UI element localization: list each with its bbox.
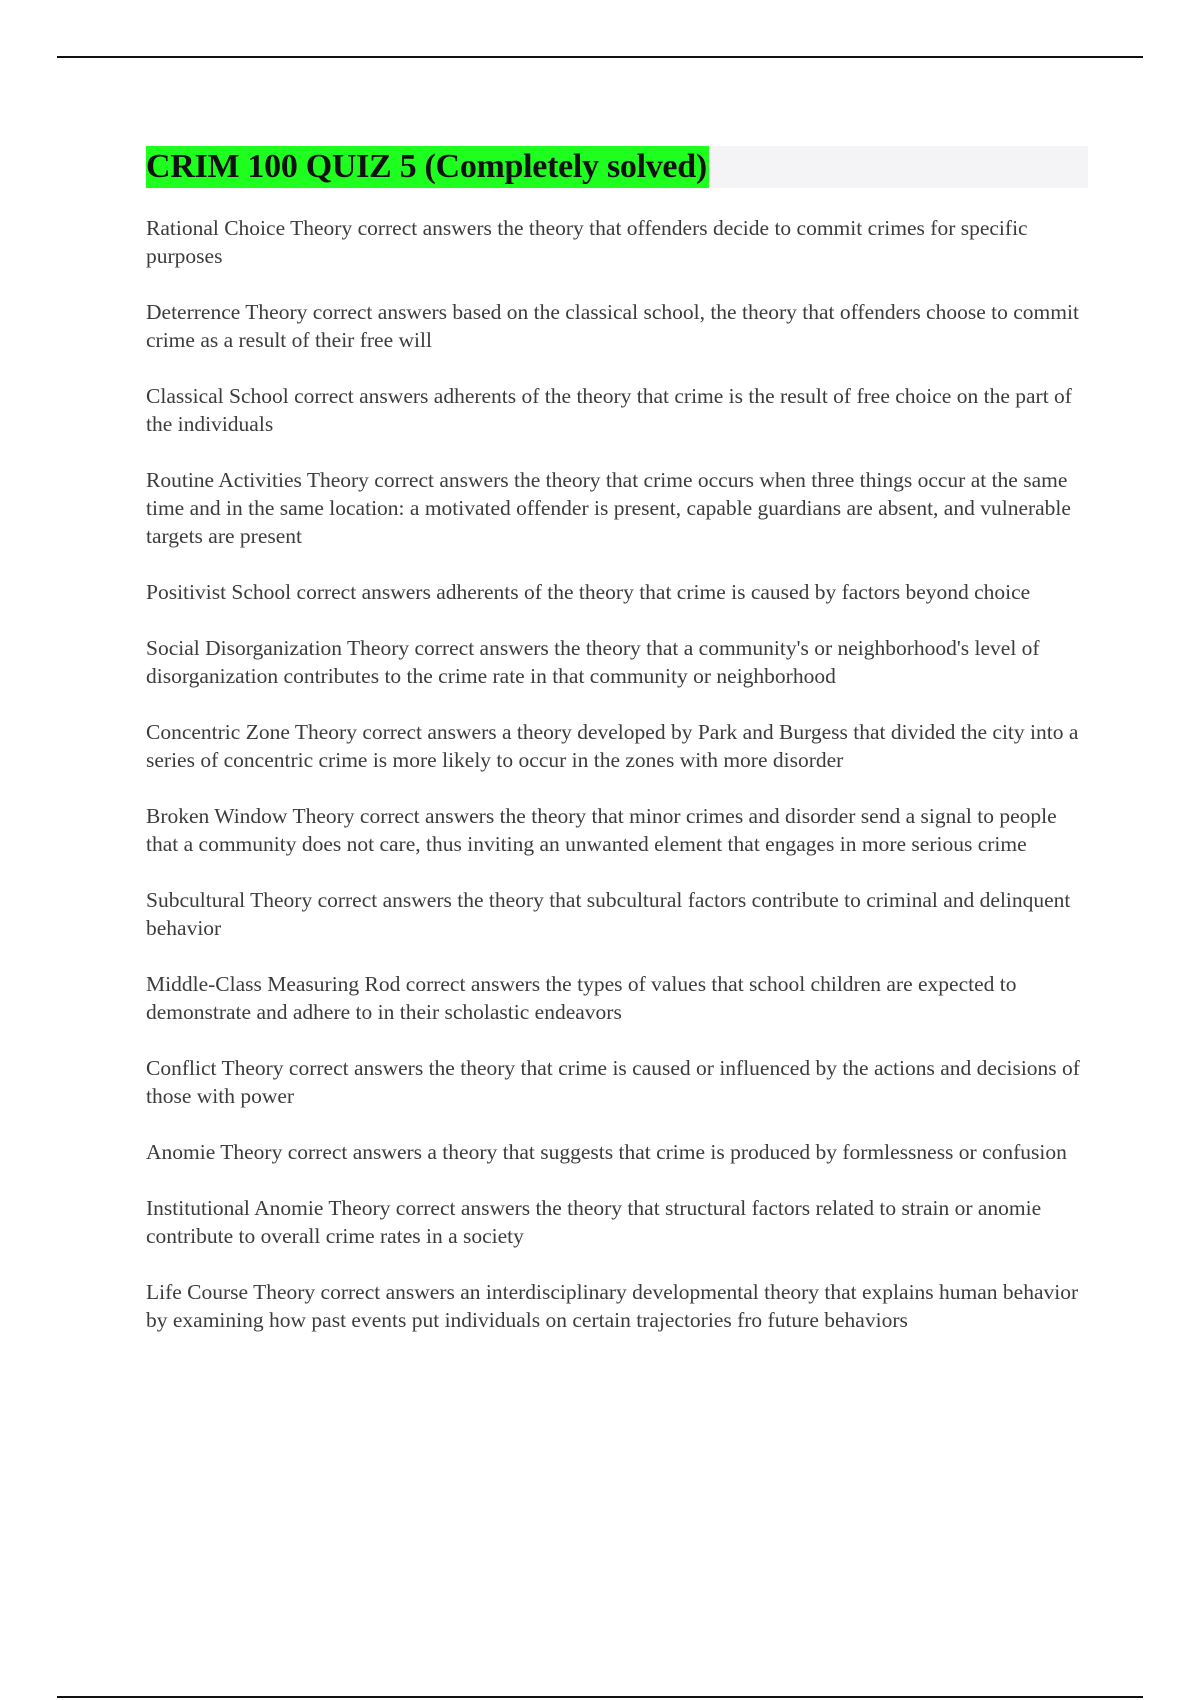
- page-title: CRIM 100 QUIZ 5 (Completely solved): [146, 146, 709, 188]
- qa-entry-conflict: Conflict Theory correct answers the theory that crime is caused or influenced by the actions and decisions of those with power: [146, 1056, 1080, 1108]
- qa-entry-subcultural: Subcultural Theory correct answers the theory that subcultural factors contribute to criminal and delinquent behavior: [146, 888, 1071, 940]
- bottom-rule: [57, 1696, 1143, 1698]
- qa-entry-deterrence: Deterrence Theory correct answers based on the classical school, the theory that offenders choose to commit crime as a result of their free will: [146, 300, 1079, 352]
- qa-list: [146, 214, 1091, 1362]
- qa-entry-social-disorganization: Social Disorganization Theory correct answers the theory that a community's or neighborhood's level of disorganization contributes to the crime rate in that community or neighborhood: [146, 636, 1040, 688]
- qa-entry-concentric-zone: Concentric Zone Theory correct answers a theory developed by Park and Burgess that divided the city into a series of concentric crime is more likely to occur in the zones with more disorder: [146, 720, 1079, 772]
- qa-entry-anomie: Anomie Theory correct answers a theory that suggests that crime is produced by formlessness or confusion: [146, 1140, 1067, 1164]
- qa-entry-routine-activities: Routine Activities Theory correct answers the theory that crime occurs when three things occur at the same time and in the same location: a motivated offender is present, capable guardians are absent, and vulnerable targets are present: [146, 468, 1071, 548]
- top-rule: [57, 56, 1143, 58]
- qa-entry-life-course: Life Course Theory correct answers an interdisciplinary developmental theory that explains human behavior by examining how past events put individuals on certain trajectories fro future behaviors: [146, 1280, 1079, 1332]
- qa-entry-broken-window: Broken Window Theory correct answers the theory that minor crimes and disorder send a signal to people that a community does not care, thus inviting an unwanted element that engages in more serious crime: [146, 804, 1057, 856]
- qa-entry-classical-school: Classical School correct answers adherents of the theory that crime is the result of free choice on the part of the individuals: [146, 384, 1072, 436]
- qa-entry-institutional-anomie: Institutional Anomie Theory correct answers the theory that structural factors related to strain or anomie contribute to overall crime rates in a society: [146, 1196, 1042, 1248]
- qa-entry-rational-choice: Rational Choice Theory correct answers the theory that offenders decide to commit crimes for specific purposes: [146, 216, 1028, 268]
- qa-entry-middle-class-measuring-rod: Middle-Class Measuring Rod correct answers the types of values that school children are expected to demonstrate and adhere to in their scholastic endeavors: [146, 972, 1017, 1024]
- qa-entry-positivist-school: Positivist School correct answers adherents of the theory that crime is caused by factors beyond choice: [146, 580, 1031, 604]
